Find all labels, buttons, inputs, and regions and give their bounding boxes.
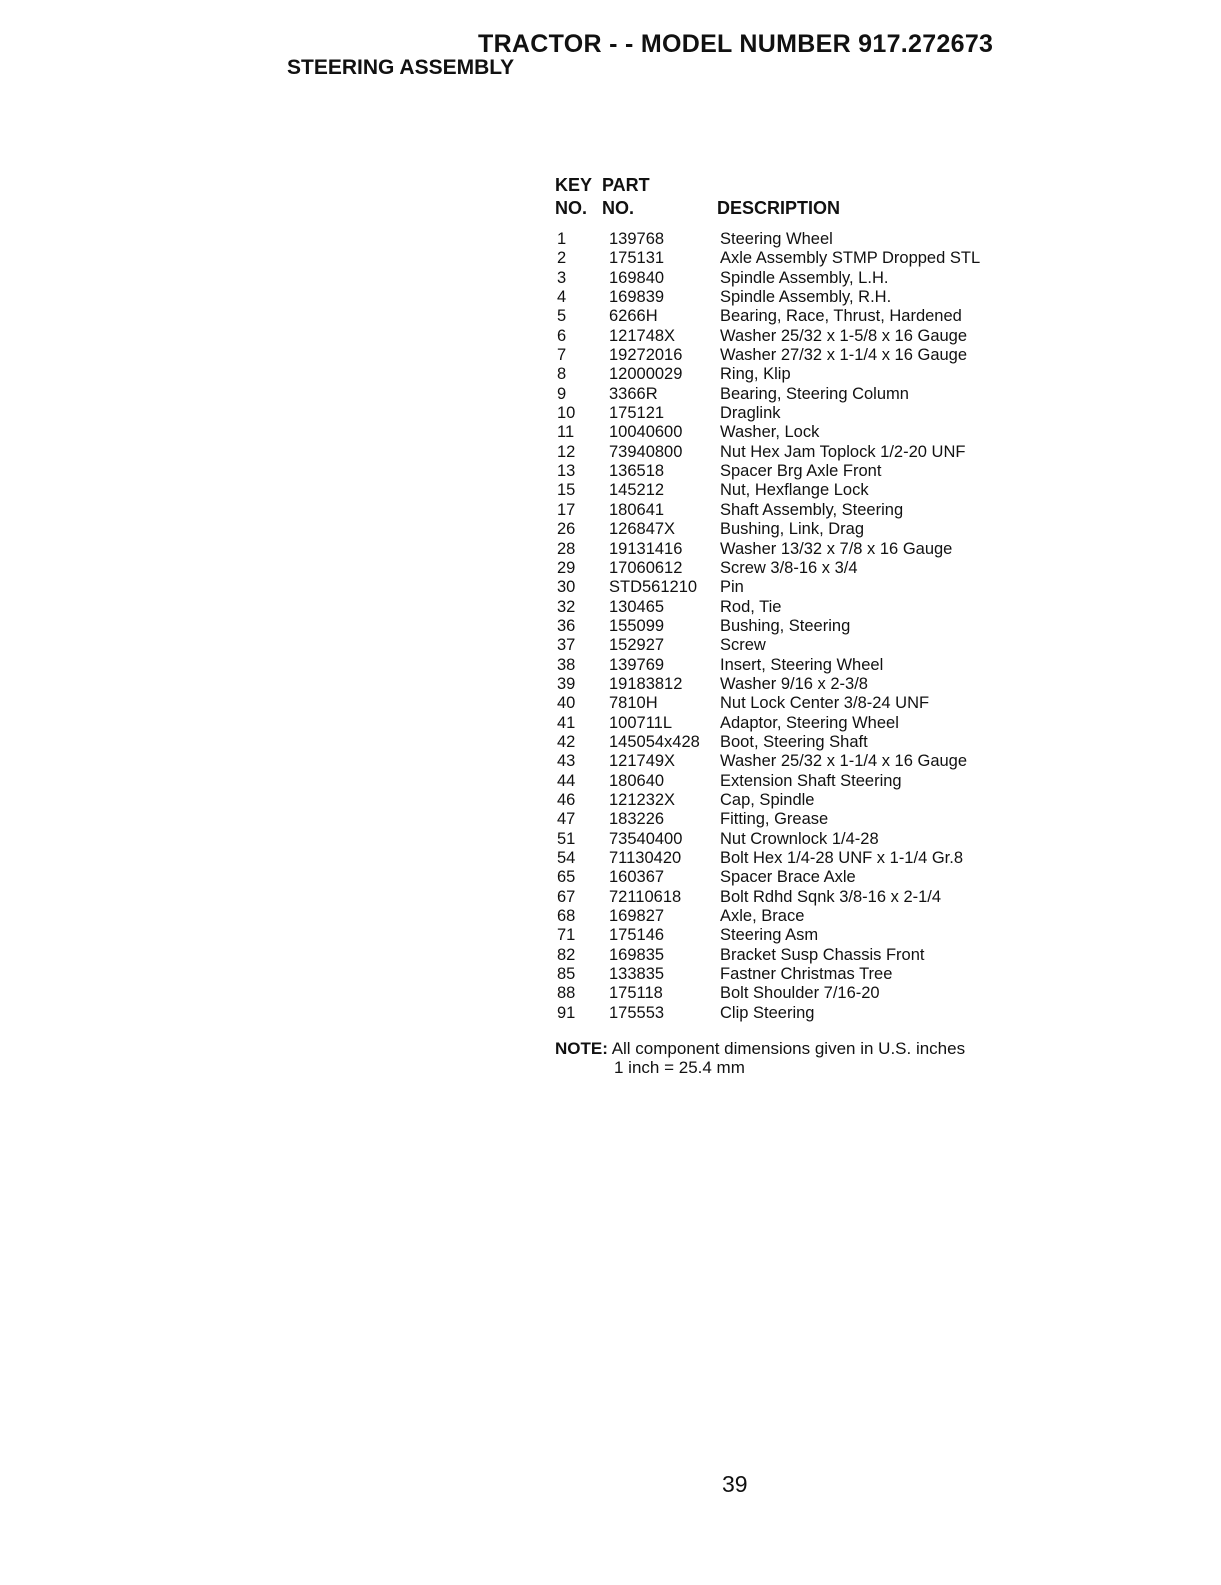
note-conversion: 1 inch = 25.4 mm (614, 1058, 745, 1077)
description-cell: Nut Crownlock 1/4-28 (720, 829, 879, 848)
part-no-cell: 136518 (609, 462, 665, 481)
part-no-cell: 169827 (609, 907, 665, 926)
part-no-cell: 73940800 (609, 442, 683, 461)
table-row (557, 1004, 980, 1023)
table-row (557, 501, 980, 520)
part-column-header-line1: PART (602, 175, 650, 195)
part-no-cell: 145054x428 (609, 732, 700, 751)
table-row (557, 346, 980, 365)
note (555, 1039, 965, 1077)
description-cell: Screw (720, 636, 766, 655)
table-row (557, 559, 980, 578)
description-cell: Nut Lock Center 3/8-24 UNF (720, 694, 930, 713)
note-label: NOTE: (555, 1039, 608, 1058)
page-number: 39 (722, 1471, 748, 1497)
table-row (557, 791, 980, 810)
key-no-cell: 91 (557, 1003, 576, 1022)
key-no-cell: 68 (557, 907, 576, 926)
description-cell: Bolt Rdhd Sqnk 3/8-16 x 2-1/4 (720, 887, 942, 906)
description-cell: Bearing, Steering Column (720, 384, 909, 403)
page-title: TRACTOR - - MODEL NUMBER 917.272673 (478, 30, 994, 58)
description-cell: Bolt Hex 1/4-28 UNF x 1-1/4 Gr.8 (720, 849, 964, 867)
part-no-cell: 180641 (609, 500, 665, 519)
key-no-cell: 46 (557, 790, 576, 809)
key-no-cell: 1 (557, 230, 567, 248)
key-no-cell: 85 (557, 965, 576, 984)
part-no-cell: 7810H (609, 694, 658, 713)
key-no-cell: 36 (557, 616, 576, 635)
description-cell: Spacer Brg Axle Front (720, 462, 882, 481)
description-cell: Steering Asm (720, 926, 819, 945)
part-no-cell: 73540400 (609, 829, 683, 848)
description-cell: Axle, Brace (720, 907, 805, 926)
part-no-cell: 19272016 (609, 346, 683, 365)
description-cell: Bracket Susp Chassis Front (720, 945, 925, 964)
description-cell: Washer 25/32 x 1-5/8 x 16 Gauge (720, 326, 968, 345)
part-no-cell: 126847X (609, 520, 676, 539)
table-row (557, 520, 980, 539)
description-cell: Steering Wheel (720, 230, 833, 248)
description-cell: Axle Assembly STMP Dropped STL (720, 249, 981, 268)
key-no-cell: 6 (557, 326, 567, 345)
part-no-cell: 130465 (609, 597, 665, 616)
part-no-cell: 175118 (609, 984, 663, 1003)
description-cell: Bearing, Race, Thrust, Hardened (720, 307, 962, 326)
description-cell: Nut Hex Jam Toplock 1/2-20 UNF (720, 442, 966, 461)
table-row (557, 772, 980, 791)
description-cell: Pin (720, 578, 744, 597)
description-cell: Fitting, Grease (720, 810, 829, 829)
part-no-cell: 175146 (609, 926, 665, 945)
part-no-cell: 145212 (609, 481, 665, 500)
key-no-cell: 54 (557, 849, 576, 867)
description-cell: Insert, Steering Wheel (720, 655, 884, 674)
table-row (557, 598, 980, 617)
part-no-cell: 152927 (609, 636, 665, 655)
table-row (557, 868, 980, 887)
table-row (557, 752, 980, 771)
part-no-cell: 71130420 (609, 849, 682, 867)
table-row (557, 423, 980, 442)
description-cell: Boot, Steering Shaft (720, 732, 868, 751)
part-no-cell: 169840 (609, 268, 665, 287)
key-column-header-line2: NO. (555, 198, 588, 218)
part-no-cell: 72110618 (609, 887, 682, 906)
table-row (557, 617, 980, 636)
part-no-cell: 139769 (609, 655, 665, 674)
key-no-cell: 17 (557, 500, 576, 519)
description-cell: Nut, Hexflange Lock (720, 481, 869, 500)
table-row (557, 656, 980, 675)
part-no-cell: 175121 (609, 404, 665, 423)
description-cell: Clip Steering (720, 1003, 815, 1022)
table-row (557, 578, 980, 597)
key-no-cell: 15 (557, 481, 576, 500)
key-no-cell: 4 (557, 288, 567, 307)
key-no-cell: 42 (557, 732, 576, 751)
part-no-cell: 17060612 (609, 558, 683, 577)
description-cell: Spindle Assembly, L.H. (720, 268, 889, 287)
description-cell: Washer 13/32 x 7/8 x 16 Gauge (720, 539, 953, 558)
description-cell: Bushing, Link, Drag (720, 520, 864, 539)
part-no-cell: 160367 (609, 868, 665, 887)
section-title: STEERING ASSEMBLY (287, 56, 515, 79)
key-no-cell: 51 (557, 829, 576, 848)
table-row (557, 636, 980, 655)
table-row (557, 249, 980, 268)
part-no-cell: 100711L (609, 713, 673, 732)
part-no-cell: 121232X (609, 790, 676, 809)
table-row (557, 327, 980, 346)
table-row (557, 540, 980, 559)
key-no-cell: 71 (557, 926, 576, 945)
part-no-cell: 121748X (609, 326, 676, 345)
description-cell: Draglink (720, 404, 781, 423)
key-no-cell: 41 (557, 713, 576, 732)
table-row (557, 307, 980, 326)
part-column-header-line2: NO. (602, 198, 635, 218)
part-no-cell: 183226 (609, 810, 665, 829)
key-no-cell: 5 (557, 307, 567, 326)
table-row (557, 462, 980, 481)
key-no-cell: 9 (557, 384, 567, 403)
key-no-cell: 88 (557, 984, 576, 1003)
table-row (557, 946, 980, 965)
key-no-cell: 26 (557, 520, 576, 539)
table-row (557, 385, 980, 404)
table-row (557, 365, 980, 384)
description-cell: Screw 3/8-16 x 3/4 (720, 558, 858, 577)
description-cell: Washer 25/32 x 1-1/4 x 16 Gauge (720, 752, 968, 771)
table-row (557, 926, 980, 945)
table-row (557, 849, 980, 868)
parts-table (557, 230, 980, 1023)
part-no-cell: 19183812 (609, 674, 683, 693)
part-no-cell: 139768 (609, 230, 665, 248)
table-row (557, 733, 980, 752)
description-cell: Fastner Christmas Tree (720, 965, 893, 984)
description-cell: Shaft Assembly, Steering (720, 500, 904, 519)
table-row (557, 404, 980, 423)
key-no-cell: 67 (557, 887, 576, 906)
key-no-cell: 30 (557, 578, 576, 597)
description-cell: Washer 9/16 x 2-3/8 (720, 674, 868, 693)
description-cell: Cap, Spindle (720, 790, 815, 809)
part-no-cell: 180640 (609, 771, 665, 790)
part-no-cell: STD561210 (609, 578, 698, 597)
part-no-cell: 175553 (609, 1003, 665, 1022)
part-no-cell: 3366R (609, 384, 658, 403)
part-no-cell: 169835 (609, 945, 665, 964)
key-no-cell: 28 (557, 539, 576, 558)
part-no-cell: 175131 (609, 249, 665, 268)
key-no-cell: 3 (557, 268, 567, 287)
part-no-cell: 6266H (609, 307, 658, 326)
description-column-header: DESCRIPTION (717, 198, 841, 218)
key-no-cell: 11 (557, 423, 575, 442)
description-cell: Rod, Tie (720, 597, 782, 616)
key-no-cell: 43 (557, 752, 576, 771)
key-no-cell: 7 (557, 346, 567, 365)
part-no-cell: 12000029 (609, 365, 683, 384)
table-row (557, 714, 980, 733)
description-cell: Extension Shaft Steering (720, 771, 902, 790)
key-no-cell: 65 (557, 868, 576, 887)
key-no-cell: 38 (557, 655, 576, 674)
description-cell: Washer 27/32 x 1-1/4 x 16 Gauge (720, 346, 968, 365)
table-row (557, 481, 980, 500)
table-row (557, 810, 980, 829)
description-cell: Ring, Klip (720, 365, 791, 384)
table-row (557, 288, 980, 307)
note-text: All component dimensions given in U.S. inches (611, 1039, 966, 1058)
table-row (557, 907, 980, 926)
part-no-cell: 121749X (609, 752, 676, 771)
key-no-cell: 82 (557, 945, 576, 964)
table-row (557, 830, 980, 849)
key-no-cell: 13 (557, 462, 576, 481)
part-no-cell: 10040600 (609, 423, 683, 442)
table-row (557, 230, 980, 249)
description-cell: Spindle Assembly, R.H. (720, 288, 892, 307)
description-cell: Bushing, Steering (720, 616, 851, 635)
table-row (557, 984, 980, 1003)
table-row (557, 965, 980, 984)
part-no-cell: 133835 (609, 965, 665, 984)
key-no-cell: 29 (557, 558, 576, 577)
description-cell: Bolt Shoulder 7/16-20 (720, 984, 880, 1003)
table-row (557, 888, 980, 907)
table-row (557, 675, 980, 694)
description-cell: Adaptor, Steering Wheel (720, 713, 899, 732)
key-no-cell: 32 (557, 597, 576, 616)
table-row (557, 694, 980, 713)
key-no-cell: 2 (557, 249, 567, 268)
table-row (557, 269, 980, 288)
description-cell: Washer, Lock (720, 423, 820, 442)
key-no-cell: 39 (557, 674, 576, 693)
description-cell: Spacer Brace Axle (720, 868, 856, 887)
key-no-cell: 8 (557, 365, 567, 384)
table-row (557, 443, 980, 462)
key-no-cell: 37 (557, 636, 576, 655)
key-no-cell: 44 (557, 771, 576, 790)
key-no-cell: 10 (557, 404, 576, 423)
part-no-cell: 155099 (609, 616, 665, 635)
key-no-cell: 40 (557, 694, 576, 713)
part-no-cell: 169839 (609, 288, 665, 307)
key-no-cell: 47 (557, 810, 576, 829)
key-column-header-line1: KEY (555, 175, 593, 195)
key-no-cell: 12 (557, 442, 576, 461)
part-no-cell: 19131416 (609, 539, 683, 558)
